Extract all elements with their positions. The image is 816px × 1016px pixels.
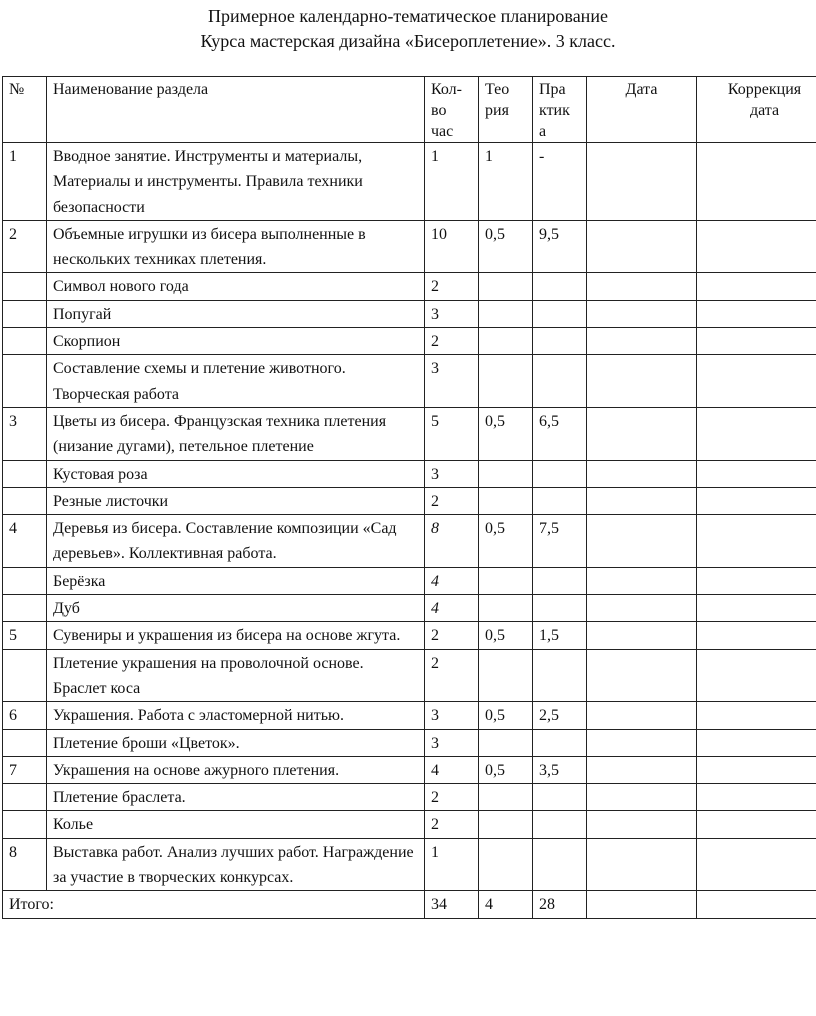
row-name: Колье xyxy=(47,811,425,838)
table-row xyxy=(3,460,816,487)
row-correction xyxy=(697,729,816,756)
row-date xyxy=(587,595,697,622)
row-num xyxy=(3,460,47,487)
row-date xyxy=(587,756,697,783)
row-hours: 4 xyxy=(425,595,479,622)
row-practice: 1,5 xyxy=(533,622,587,649)
row-name: Плетение браслета. xyxy=(47,784,425,811)
row-date xyxy=(587,567,697,594)
table-row xyxy=(3,756,816,783)
row-date xyxy=(587,702,697,729)
row-num xyxy=(3,595,47,622)
row-practice: 2,5 xyxy=(533,702,587,729)
row-practice: 3,5 xyxy=(533,756,587,783)
row-hours: 10 xyxy=(425,220,479,273)
row-hours: 2 xyxy=(425,622,479,649)
table-row xyxy=(3,811,816,838)
row-num xyxy=(3,273,47,300)
table-row xyxy=(3,595,816,622)
title-line-2: Курса мастерская дизайна «Бисероплетение». 3 класс. xyxy=(200,31,616,51)
row-theory xyxy=(479,784,533,811)
row-practice: 9,5 xyxy=(533,220,587,273)
row-correction xyxy=(697,328,816,355)
row-correction xyxy=(697,487,816,514)
total-theory: 4 xyxy=(479,891,533,918)
row-date xyxy=(587,515,697,568)
row-num xyxy=(3,300,47,327)
row-theory: 0,5 xyxy=(479,515,533,568)
row-practice xyxy=(533,300,587,327)
row-name: Украшения. Работа с эластомерной нитью. xyxy=(47,702,425,729)
row-theory xyxy=(479,838,533,891)
row-hours: 2 xyxy=(425,649,479,702)
total-hours: 34 xyxy=(425,891,479,918)
row-name: Плетение украшения на проволочной основе. Браслет коса xyxy=(47,649,425,702)
header-correction: Коррекция дата xyxy=(697,77,816,143)
row-hours: 4 xyxy=(425,567,479,594)
row-theory xyxy=(479,567,533,594)
row-hours: 2 xyxy=(425,811,479,838)
row-date xyxy=(587,300,697,327)
row-practice xyxy=(533,811,587,838)
row-date xyxy=(587,811,697,838)
row-practice xyxy=(533,355,587,408)
row-practice: - xyxy=(533,143,587,221)
row-theory xyxy=(479,649,533,702)
row-correction xyxy=(697,622,816,649)
row-date xyxy=(587,729,697,756)
table-row xyxy=(3,702,816,729)
row-num xyxy=(3,729,47,756)
row-correction xyxy=(697,515,816,568)
row-num xyxy=(3,649,47,702)
document-title xyxy=(0,4,816,54)
header-practice: Пра ктик а xyxy=(533,77,587,143)
row-practice xyxy=(533,649,587,702)
row-num xyxy=(3,487,47,514)
row-theory xyxy=(479,355,533,408)
row-hours: 4 xyxy=(425,756,479,783)
row-practice xyxy=(533,460,587,487)
row-hours: 3 xyxy=(425,300,479,327)
total-correction xyxy=(697,891,816,918)
row-theory: 0,5 xyxy=(479,702,533,729)
row-correction xyxy=(697,756,816,783)
row-practice xyxy=(533,595,587,622)
row-theory xyxy=(479,300,533,327)
table-row xyxy=(3,649,816,702)
row-date xyxy=(587,649,697,702)
row-name: Кустовая роза xyxy=(47,460,425,487)
table-row xyxy=(3,487,816,514)
row-theory: 0,5 xyxy=(479,622,533,649)
table-row xyxy=(3,567,816,594)
table-row xyxy=(3,300,816,327)
row-name: Скорпион xyxy=(47,328,425,355)
row-name: Выставка работ. Анализ лучших работ. Награждение за участие в творческих конкурсах. xyxy=(47,838,425,891)
row-theory: 1 xyxy=(479,143,533,221)
row-hours: 2 xyxy=(425,328,479,355)
row-name: Попугай xyxy=(47,300,425,327)
header-name: Наименование раздела xyxy=(47,77,425,143)
row-theory: 0,5 xyxy=(479,407,533,460)
row-num xyxy=(3,567,47,594)
row-practice xyxy=(533,487,587,514)
table-row xyxy=(3,273,816,300)
row-correction xyxy=(697,143,816,221)
row-name: Плетение броши «Цветок». xyxy=(47,729,425,756)
row-hours: 2 xyxy=(425,273,479,300)
row-date xyxy=(587,460,697,487)
row-date xyxy=(587,355,697,408)
row-name: Символ нового года xyxy=(47,273,425,300)
row-name: Объемные игрушки из бисера выполненные в нескольких техниках плетения. xyxy=(47,220,425,273)
row-date xyxy=(587,407,697,460)
row-date xyxy=(587,487,697,514)
row-num xyxy=(3,784,47,811)
row-hours: 1 xyxy=(425,838,479,891)
row-correction xyxy=(697,784,816,811)
row-hours: 2 xyxy=(425,784,479,811)
row-correction xyxy=(697,460,816,487)
row-theory: 0,5 xyxy=(479,220,533,273)
row-correction xyxy=(697,838,816,891)
row-num: 7 xyxy=(3,756,47,783)
row-theory xyxy=(479,273,533,300)
row-correction xyxy=(697,273,816,300)
row-correction xyxy=(697,407,816,460)
row-practice xyxy=(533,838,587,891)
row-theory xyxy=(479,460,533,487)
row-name: Резные листочки xyxy=(47,487,425,514)
total-row xyxy=(3,891,816,918)
row-num: 8 xyxy=(3,838,47,891)
row-correction xyxy=(697,811,816,838)
total-practice: 28 xyxy=(533,891,587,918)
table-row xyxy=(3,328,816,355)
planning-table xyxy=(2,76,816,919)
row-date xyxy=(587,220,697,273)
row-num xyxy=(3,328,47,355)
table-row xyxy=(3,220,816,273)
row-name: Сувениры и украшения из бисера на основе жгута. xyxy=(47,622,425,649)
row-theory xyxy=(479,595,533,622)
row-hours: 3 xyxy=(425,702,479,729)
row-name: Дуб xyxy=(47,595,425,622)
total-date xyxy=(587,891,697,918)
row-theory xyxy=(479,328,533,355)
row-practice xyxy=(533,273,587,300)
title-line-1: Примерное календарно-тематическое планирование xyxy=(208,6,608,26)
row-hours: 3 xyxy=(425,355,479,408)
row-num: 1 xyxy=(3,143,47,221)
row-hours: 8 xyxy=(425,515,479,568)
row-practice xyxy=(533,784,587,811)
row-practice xyxy=(533,328,587,355)
row-num: 3 xyxy=(3,407,47,460)
row-date xyxy=(587,273,697,300)
row-name: Украшения на основе ажурного плетения. xyxy=(47,756,425,783)
row-theory xyxy=(479,729,533,756)
header-theory: Тео рия xyxy=(479,77,533,143)
table-row xyxy=(3,515,816,568)
row-date xyxy=(587,784,697,811)
row-practice: 6,5 xyxy=(533,407,587,460)
row-correction xyxy=(697,300,816,327)
row-theory xyxy=(479,487,533,514)
row-practice: 7,5 xyxy=(533,515,587,568)
row-date xyxy=(587,622,697,649)
row-practice xyxy=(533,729,587,756)
row-num: 4 xyxy=(3,515,47,568)
row-name: Составление схемы и плетение животного. Творческая работа xyxy=(47,355,425,408)
header-num: № xyxy=(3,77,47,143)
row-num xyxy=(3,355,47,408)
row-hours: 3 xyxy=(425,460,479,487)
row-num: 6 xyxy=(3,702,47,729)
row-theory: 0,5 xyxy=(479,756,533,783)
row-correction xyxy=(697,355,816,408)
row-hours: 1 xyxy=(425,143,479,221)
table-row xyxy=(3,729,816,756)
table-row xyxy=(3,838,816,891)
row-num: 2 xyxy=(3,220,47,273)
row-practice xyxy=(533,567,587,594)
header-hours: Кол- во час xyxy=(425,77,479,143)
row-date xyxy=(587,838,697,891)
row-name: Деревья из бисера. Составление композиции «Сад деревьев». Коллективная работа. xyxy=(47,515,425,568)
row-correction xyxy=(697,649,816,702)
row-num: 5 xyxy=(3,622,47,649)
table-row xyxy=(3,355,816,408)
row-num xyxy=(3,811,47,838)
table-row xyxy=(3,622,816,649)
row-correction xyxy=(697,702,816,729)
row-correction xyxy=(697,567,816,594)
row-hours: 5 xyxy=(425,407,479,460)
table-row xyxy=(3,143,816,221)
header-date: Дата xyxy=(587,77,697,143)
header-row xyxy=(3,77,816,143)
row-hours: 3 xyxy=(425,729,479,756)
row-correction xyxy=(697,595,816,622)
row-theory xyxy=(479,811,533,838)
row-date xyxy=(587,143,697,221)
row-name: Вводное занятие. Инструменты и материалы, Материалы и инструменты. Правила техники безопасности xyxy=(47,143,425,221)
row-name: Цветы из бисера. Французская техника плетения (низание дугами), петельное плетение xyxy=(47,407,425,460)
table-row xyxy=(3,407,816,460)
row-correction xyxy=(697,220,816,273)
row-name: Берёзка xyxy=(47,567,425,594)
total-label: Итого: xyxy=(3,891,425,918)
row-date xyxy=(587,328,697,355)
row-hours: 2 xyxy=(425,487,479,514)
table-row xyxy=(3,784,816,811)
